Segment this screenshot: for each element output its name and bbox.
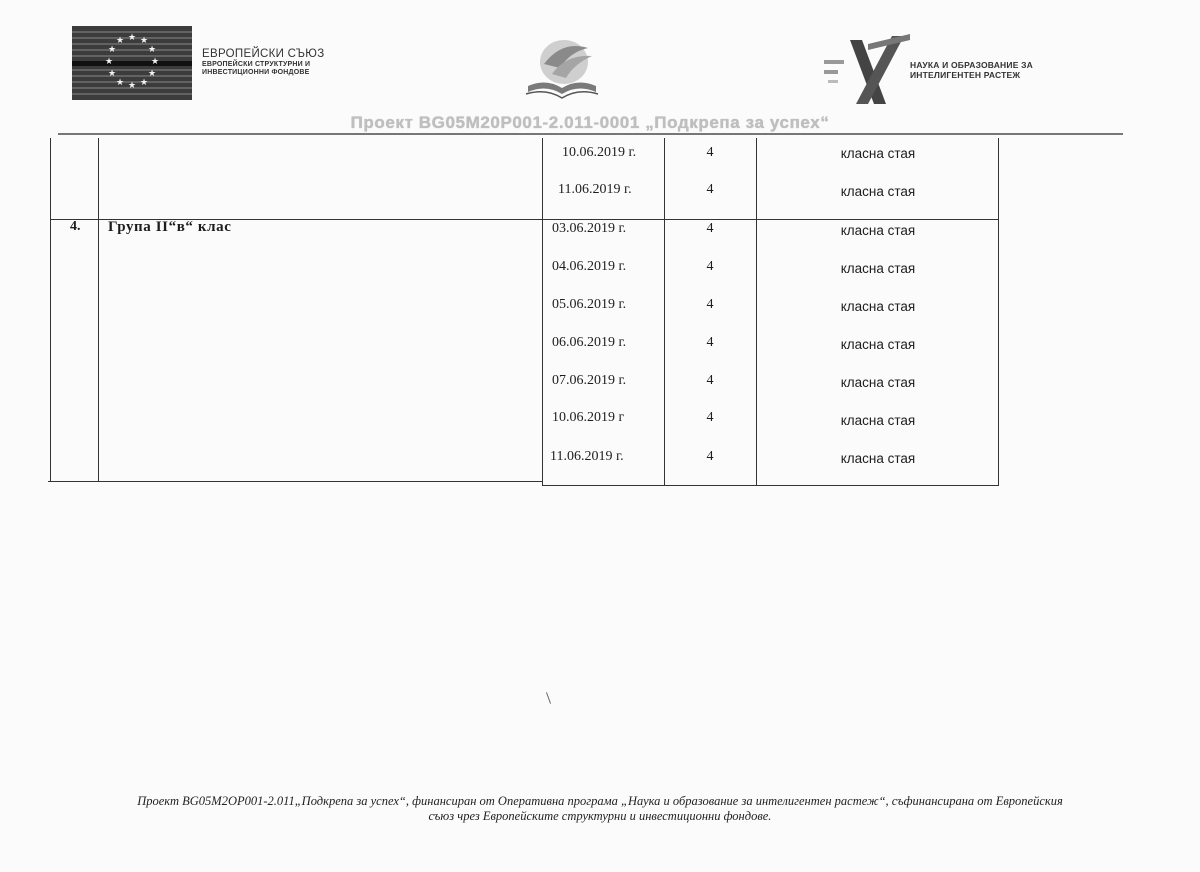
hours-cell: 4 <box>706 410 714 425</box>
date-cell: 10.06.2019 г <box>552 410 625 425</box>
table-border-left <box>50 138 51 482</box>
date-cell: 05.06.2019 г. <box>552 297 627 312</box>
hours-cell: 4 <box>706 373 714 388</box>
place-cell: класна стая <box>840 299 916 314</box>
table-col-divider <box>98 138 99 482</box>
eu-logo-title: ЕВРОПЕЙСКИ СЪЮЗ <box>202 48 325 60</box>
date-cell: 03.06.2019 г. <box>552 221 627 236</box>
svg-text:★: ★ <box>147 45 157 55</box>
row-number: 4. <box>70 219 81 234</box>
svg-text:★: ★ <box>107 69 117 79</box>
svg-text:★: ★ <box>147 69 157 79</box>
date-cell: 04.06.2019 г. <box>552 259 627 274</box>
scan-artifact <box>546 692 551 704</box>
svg-text:★: ★ <box>139 78 149 88</box>
svg-text:★: ★ <box>107 45 117 55</box>
program-logo-line-2: ИНТЕЛИГЕНТЕН РАСТЕЖ <box>910 70 1021 80</box>
place-cell: класна стая <box>840 451 916 466</box>
eu-logo-subtitle-1: ЕВРОПЕЙСКИ СТРУКТУРНИ И <box>202 61 311 68</box>
footer-line-2: съюз чрез Европейските структурни и инвестиционни фондове. <box>428 809 772 823</box>
hours-cell: 4 <box>706 145 714 160</box>
hours-cell: 4 <box>706 449 714 464</box>
place-cell: класна стая <box>840 261 916 276</box>
svg-text:★: ★ <box>150 57 160 67</box>
date-cell: 10.06.2019 г. <box>562 145 637 160</box>
project-title: Проект BG05M20P001-2.011-0001 „Подкрепа за успех“ <box>350 113 830 132</box>
date-cell: 11.06.2019 г. <box>550 449 624 464</box>
svg-text:★: ★ <box>139 36 149 46</box>
hours-cell: 4 <box>706 221 714 236</box>
date-cell: 11.06.2019 г. <box>558 182 632 197</box>
hours-cell: 4 <box>706 259 714 274</box>
place-cell: класна стая <box>840 375 916 390</box>
svg-text:★: ★ <box>115 36 125 46</box>
hours-cell: 4 <box>706 335 714 350</box>
eu-logo-subtitle-2: ИНВЕСТИЦИОННИ ФОНДОВЕ <box>202 69 310 76</box>
table-border-bottom <box>48 481 542 482</box>
place-cell: класна стая <box>840 413 916 428</box>
place-cell: класна стая <box>840 184 916 199</box>
svg-text:★: ★ <box>127 33 137 43</box>
svg-text:★: ★ <box>127 81 137 91</box>
hours-cell: 4 <box>706 182 714 197</box>
hours-cell: 4 <box>706 297 714 312</box>
table-border-bottom <box>542 485 999 486</box>
program-logo-line-1: НАУКА И ОБРАЗОВАНИЕ ЗА <box>910 60 1034 70</box>
place-cell: класна стая <box>840 146 916 161</box>
place-cell: класна стая <box>840 337 916 352</box>
footer-line-1: Проект BG05M2OP001-2.011„Подкрепа за успех“, финансиран от Оперативна програма „Наука и образование за интелигентен растеж“, съфинансирана от Европейския <box>137 794 1063 808</box>
place-cell: класна стая <box>840 223 916 238</box>
group-name: Група II“в“ клас <box>108 219 232 235</box>
footer-note <box>40 794 1160 824</box>
svg-text:★: ★ <box>115 78 125 88</box>
table-col-divider <box>542 138 543 486</box>
svg-text:★: ★ <box>104 57 114 67</box>
date-cell: 06.06.2019 г. <box>552 335 627 350</box>
date-cell: 07.06.2019 г. <box>552 373 627 388</box>
